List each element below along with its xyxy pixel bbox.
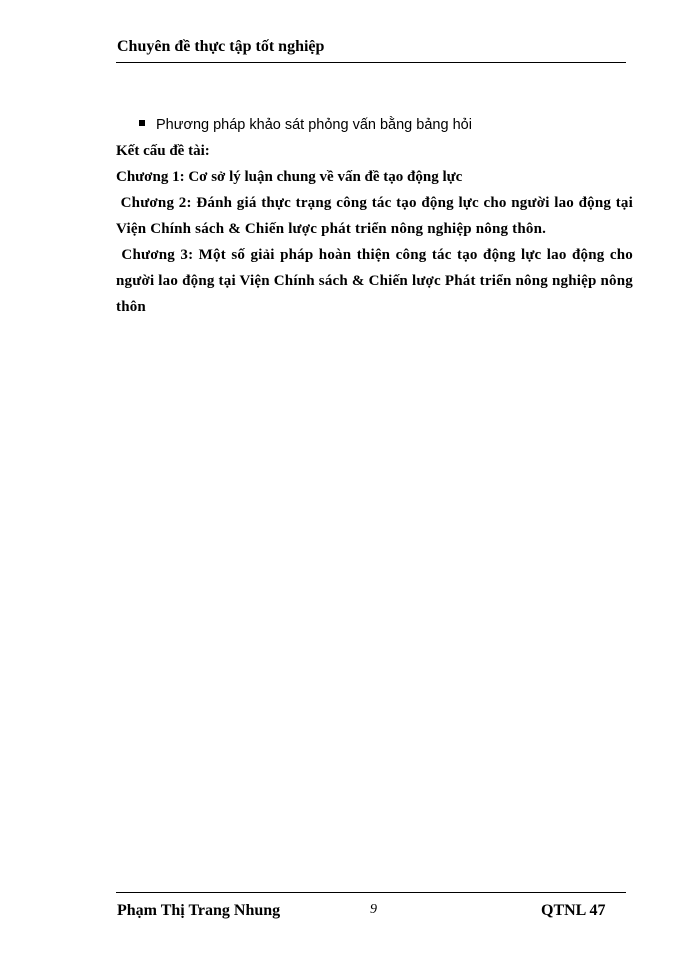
page-content — [116, 112, 633, 320]
footer-author: Phạm Thị Trang Nhung — [117, 902, 281, 919]
header-divider — [116, 62, 626, 63]
chapter-1: Chương 1: Cơ sở lý luận chung về vấn đề tạo động lực — [116, 169, 463, 185]
structure-heading: Kết cấu đề tài: — [116, 143, 210, 159]
chapter-2-text: Chương 2: Đánh giá thực trạng công tác tạo động lực cho người lao động tại Viện Chính sách & Chiến lược phát triển nông nghiệp nông thôn. — [116, 195, 633, 237]
chapter-2 — [116, 190, 633, 242]
page-number: 9 — [370, 902, 377, 917]
square-bullet-icon — [139, 120, 145, 126]
footer-code: QTNL 47 — [541, 902, 606, 919]
bullet-text: Phương pháp khảo sát phỏng vấn bằng bảng hỏi — [156, 117, 472, 133]
chapter-3 — [116, 242, 633, 320]
footer-divider — [116, 892, 626, 893]
list-item — [116, 112, 633, 138]
chapter-3-text: Chương 3: Một số giải pháp hoàn thiện công tác tạo động lực lao động cho người lao động tại Viện Chính sách & Chiến lược Phát triển nông nghiệp nông thôn — [116, 247, 633, 315]
header-title: Chuyên đề thực tập tốt nghiệp — [117, 38, 325, 55]
